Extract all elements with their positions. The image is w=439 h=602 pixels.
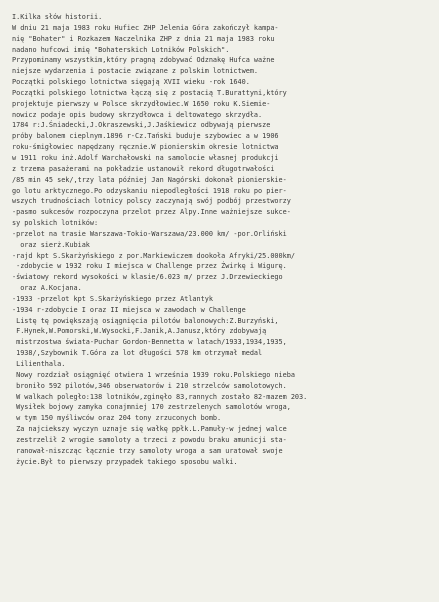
text-line: broniło 592 pilotów,346 obserwatorów i 210 strzelców samolotowych. [12,381,287,390]
text-line: nowicz podaje opis budowy skrzydłowca i deltowatego skrzydła. [12,110,263,119]
text-line: -światowy rekord wysokości w klasie/6.023 m/ przez J.Drzewieckiego [12,273,283,282]
text-line: wszych trudnościach lotnicy polscy zaczynają swój podbój przestworzy [12,197,291,206]
text-line: roku-śmigłowiec napędzany ręcznie.W pionierskim okresie lotnictwa [12,143,279,152]
text-line: 1938/,Szybownik T.Góra za lot długości 578 km otrzymał medal [12,349,263,358]
text-line: -1934 r-zdobycie I oraz II miejsca w zawodach w Challenge [12,305,246,314]
text-line: W dniu 21 maja 1983 roku Hufiec ZHP Jelenia Góra zakończył kampa- [12,23,279,32]
text-line: Za najciekszy wyczyn uznaje się wałkę ppłk.L.Pamuły-w jednej walce [12,425,287,434]
text-line: Początki polskiego lotnictwa sięgają XVII wieku -rok 1640. [12,78,250,87]
text-line: Lilienthala. [12,360,66,368]
text-line: -przelot na trasie Warszawa-Tokio-Warszawa/23.000 km/ -por.Orliński [12,229,287,238]
text-line: W walkach poległo:138 lotników,zginęło 83,rannych zostało 82-mazem 203. [12,392,308,401]
text-line: /85 min 45 sek/,trzy lata później Jan Nagórski dokonał pionierskie- [12,175,287,184]
text-line: Nowy rozdział osiągnięć otwiera 1 września 1939 roku.Polskiego nieba [12,370,295,379]
text-line: niejsze wydarzenia i postacie związane z polskim lotnictwem. [12,67,259,76]
text-line: oraz A.Kocjana. [12,284,82,293]
text-line: sy polskich lotników: [12,219,99,228]
text-line: nadano hufcowi imię "Bohaterskich Lotników Polskich". [12,45,230,54]
text-line: projektuje pierwszy w Polsce skrzydłowiec.W 1650 roku K.Siemie- [12,99,271,108]
text-line: w 1911 roku inż.Adolf Warchałowski na samolocie własnej produkcji [12,153,279,162]
text-line: nię "Bohater" i Rozkazem Naczelnika ZHP z dnia 21 maja 1983 roku [12,34,275,43]
text-line: zestrzelił 2 wrogie samoloty a trzeci z powodu braku amunicji sta- [12,435,287,444]
text-line: Przypominamy wszystkim,który pragną zdobywać Odznakę Hufca ważne [12,56,275,65]
text-line: Listę tę powiększają osiągnięcia pilotów balonowych:Z.Burzyński, [12,316,279,325]
text-line: F.Hynek,W.Pomorski,W.Wysocki,F.Janik,A.Janusz,który zdobywają [12,327,267,336]
text-line: w tym 150 myśliwców oraz 204 tony zrzuconych bomb. [12,414,222,423]
text-line: ranował-niszcząc łącznie trzy samoloty wroga a sam uratował swoje [12,446,283,455]
text-line: Początki polskiego lotnictwa łączą się z postacią T.Burattyni,który [12,88,287,97]
text-line: życie.Był to pierwszy przypadek takiego sposobu walki. [12,457,238,466]
text-line: Wysiłek bojowy zamyka conajmniej 170 zestrzelenych samolotów wroga, [12,403,291,412]
text-line: -pasmo sukcesów rozpoczyna przelot przez Alpy.Inne ważniejsze sukce- [12,208,291,217]
text-line: 1784 r:J.Śniadecki,J.Okraszewski,J.Jaśkiewicz odbywają pierwsze [12,121,271,130]
text-line: -rajd kpt S.Skarżyńskiego z por.Markiewiczem dookoła Afryki/25.000km/ [12,251,295,260]
text-line: -zdobycie w 1932 roku I miejsca w Challenge przez Żwirkę i Wigurę. [12,262,287,271]
text-line: oraz sierż.Kubiak [12,240,90,249]
text-line: go lotu arktycznego.Po odzyskaniu niepodległości 1918 roku po pier- [12,186,287,195]
text-line: próby balonem cieplnym.1896 r-Cz.Tański buduje szybowiec a w 1906 [12,132,279,141]
document-heading: I.Kilka słów historii. [12,13,103,21]
text-line: -1933 -przelot kpt S.Skarżyńskiego przez Atlantyk [12,294,213,303]
text-line: mistrzostwa świata-Puchar Gordon-Bennetta w latach/1933,1934,1935, [12,338,287,347]
text-line: z trzema pasażerami na pokładzie ustanowił rekord długotrwałości [12,164,275,173]
